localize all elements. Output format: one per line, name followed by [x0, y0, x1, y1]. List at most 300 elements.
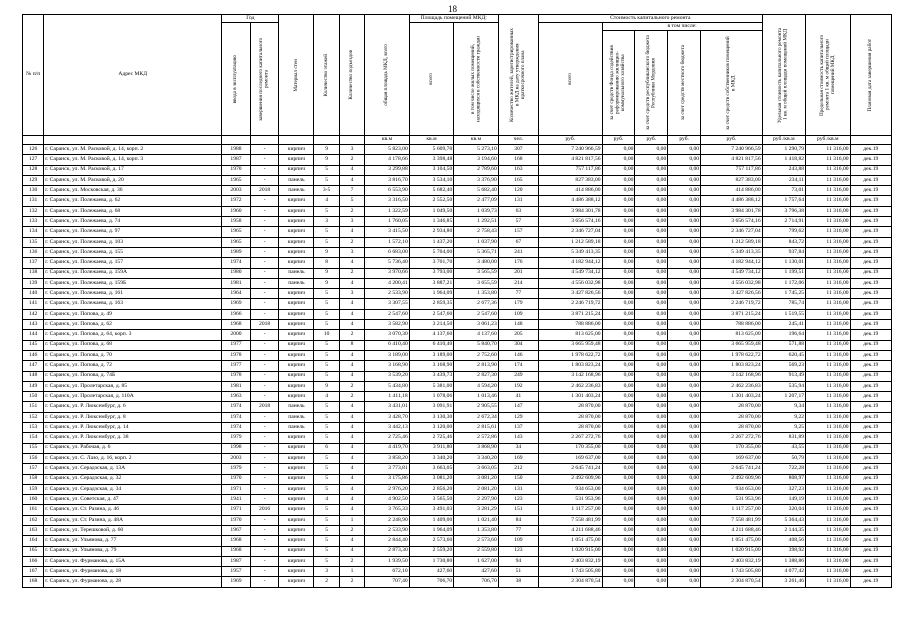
cell-max-cost: 11 316,00 — [806, 299, 851, 309]
cell-cost-local: 0,00 — [668, 505, 701, 515]
cell-cost-owners: 2 645 741,24 — [701, 464, 763, 474]
cell-material: панель — [279, 278, 314, 288]
cell-cost-local: 0,00 — [668, 392, 701, 402]
cell-residents: 165 — [498, 175, 538, 185]
cell-entrances: 2 — [339, 525, 364, 535]
cell-plan-date: дек.19 — [850, 165, 891, 175]
cell-year-commission: 2003 — [222, 186, 251, 196]
cell-max-cost: 11 316,00 — [806, 145, 851, 155]
cell-year-commission: 1974 — [222, 258, 251, 268]
cell-entrances: 7 — [339, 186, 364, 196]
cell-cost-fund: 0,00 — [602, 495, 635, 505]
cell-cost-total: 28 870,00 — [539, 412, 603, 422]
cell-entrances: 4 — [339, 505, 364, 515]
col-material — [279, 15, 314, 136]
cell-max-cost: 11 316,00 — [806, 289, 851, 299]
cell-area-citizens: 1 021,40 — [454, 515, 499, 525]
cell-cost-republic: 0,00 — [635, 320, 668, 330]
cell-cost-owners: 169 637,00 — [701, 453, 763, 463]
cell-cost-owners: 4 182 944,12 — [701, 258, 763, 268]
cell-plan-date: дек.19 — [850, 206, 891, 216]
cell-cost-owners: 2 492 609,96 — [701, 474, 763, 484]
cell-max-cost: 11 316,00 — [806, 402, 851, 412]
cell-material: кирпич — [279, 556, 314, 566]
cell-area-all: 3 534,10 — [409, 175, 454, 185]
cell-area-total: 3 307,55 — [365, 299, 410, 309]
cell-cost-fund: 0,00 — [602, 474, 635, 484]
cell-residents: 174 — [498, 361, 538, 371]
cell-cost-republic: 0,00 — [635, 577, 668, 587]
cell-plan-date: дек.19 — [850, 330, 891, 340]
cell-year-repair: - — [250, 145, 279, 155]
cell-cost-owners: 414 886,00 — [701, 186, 763, 196]
cell-cost-fund: 0,00 — [602, 433, 635, 443]
cell-cost-total: 813 625,00 — [539, 330, 603, 340]
cell-unit-cost: 937,84 — [762, 247, 805, 257]
table-row — [23, 340, 892, 350]
cell-plan-date: дек.19 — [850, 443, 891, 453]
cell-cost-total: 4 182 944,12 — [539, 258, 603, 268]
cell-entrances: 1 — [339, 515, 364, 525]
cell-floors: 5 — [314, 484, 339, 494]
cell-unit-cost: 9,34 — [762, 402, 805, 412]
cell-residents: 109 — [498, 309, 538, 319]
cell-plan-date: дек.19 — [850, 268, 891, 278]
cell-cost-fund: 0,00 — [602, 577, 635, 587]
cell-floors: 5 — [314, 515, 339, 525]
cell-year-repair: - — [250, 525, 279, 535]
col-area-all-label: всего — [427, 73, 434, 85]
cell-year-repair: - — [250, 433, 279, 443]
cell-year-repair: - — [250, 361, 279, 371]
cell-area-citizens: 2 827,30 — [454, 371, 499, 381]
cell-year-commission: 2003 — [222, 453, 251, 463]
cell-num: 166 — [23, 556, 44, 566]
cell-residents: 157 — [498, 227, 538, 237]
cell-entrances: 2 — [339, 392, 364, 402]
cell-area-total: 2 533,90 — [365, 289, 410, 299]
cell-num: 145 — [23, 340, 44, 350]
cell-material: кирпич — [279, 484, 314, 494]
cell-cost-owners: 1 117 257,00 — [701, 505, 763, 515]
cell-max-cost: 11 316,00 — [806, 217, 851, 227]
cell-unit-cost: 535,94 — [762, 381, 805, 391]
cell-unit-cost: 2 144,35 — [762, 525, 805, 535]
col-area-citizens — [454, 23, 499, 136]
cell-area-total: 1 760,05 — [365, 217, 410, 227]
table-row — [23, 289, 892, 299]
cell-area-citizens: 5 840,70 — [454, 340, 499, 350]
cell-cost-owners: 1 743 505,80 — [701, 567, 763, 577]
table-row — [23, 412, 892, 422]
table-row — [23, 484, 892, 494]
cell-material: кирпич — [279, 217, 314, 227]
cell-cost-local: 0,00 — [668, 515, 701, 525]
cell-cost-local: 0,00 — [668, 340, 701, 350]
cell-cost-local: 0,00 — [668, 412, 701, 422]
col-unit-cost — [762, 15, 805, 136]
cell-cost-total: 3 427 826,56 — [539, 289, 603, 299]
cell-plan-date: дек.19 — [850, 525, 891, 535]
cell-year-commission: 1987 — [222, 556, 251, 566]
cell-address: г. Саранск, ул. Полежаева, д. 163 — [44, 299, 222, 309]
cell-cost-owners: 4 556 032,98 — [701, 278, 763, 288]
cell-floors: 5 — [314, 340, 339, 350]
cell-num: 160 — [23, 495, 44, 505]
cell-floors: 3 — [314, 567, 339, 577]
cell-max-cost: 11 316,00 — [806, 196, 851, 206]
cell-unit-cost: 408,56 — [762, 536, 805, 546]
cell-year-commission: 1974 — [222, 423, 251, 433]
cell-area-citizens: 3 061,23 — [454, 320, 499, 330]
col-year-repair — [250, 23, 279, 136]
cell-num: 137 — [23, 258, 44, 268]
cell-residents: 84 — [498, 515, 538, 525]
cell-floors: 5 — [314, 412, 339, 422]
cell-area-all: 2 859,35 — [409, 299, 454, 309]
cell-entrances: 3 — [339, 145, 364, 155]
cell-area-citizens: 3 281,29 — [454, 505, 499, 515]
cell-address: г. Саранск, ул. Попова, д. 64, корп. 3 — [44, 330, 222, 340]
cell-residents: 67 — [498, 237, 538, 247]
cell-residents: 304 — [498, 340, 538, 350]
cell-cost-local: 0,00 — [668, 402, 701, 412]
cell-address: г. Саранск, ул. Полежаева, д. 159А — [44, 268, 222, 278]
cell-residents: 57 — [498, 217, 538, 227]
cell-area-citizens: 3 655,59 — [454, 278, 499, 288]
cell-address: г. Саранск, ул. Р. Люксембург, д. 38 — [44, 433, 222, 443]
unit-cell: кв.м — [454, 136, 499, 145]
cell-unit-cost: 1 388,86 — [762, 556, 805, 566]
cell-floors: 4 — [314, 495, 339, 505]
cell-material: кирпич — [279, 546, 314, 556]
cell-material: кирпич — [279, 361, 314, 371]
cell-material: кирпич — [279, 247, 314, 257]
cell-cost-republic: 0,00 — [635, 402, 668, 412]
cell-max-cost: 11 316,00 — [806, 320, 851, 330]
cell-unit-cost: 1 172,06 — [762, 278, 805, 288]
cell-unit-cost: 722,28 — [762, 464, 805, 474]
cell-plan-date: дек.19 — [850, 258, 891, 268]
col-cost-local — [668, 31, 701, 136]
cell-area-citizens: 2 081,20 — [454, 484, 499, 494]
cell-num: 162 — [23, 515, 44, 525]
cell-residents: 77 — [498, 289, 538, 299]
cell-year-repair: - — [250, 484, 279, 494]
table-row — [23, 268, 892, 278]
cell-area-citizens: 3 480,00 — [454, 258, 499, 268]
cell-area-total: 2 547,60 — [365, 309, 410, 319]
cell-unit-cost: 73,01 — [762, 186, 805, 196]
cell-entrances: 4 — [339, 258, 364, 268]
cell-cost-total: 1 212 589,18 — [539, 237, 603, 247]
cell-unit-cost: 149,19 — [762, 495, 805, 505]
cell-area-total: 3 428,70 — [365, 412, 410, 422]
cell-cost-republic: 0,00 — [635, 206, 668, 216]
cell-max-cost: 11 316,00 — [806, 423, 851, 433]
table-row — [23, 381, 892, 391]
cell-year-repair: 2018 — [250, 320, 279, 330]
cell-year-repair: - — [250, 196, 279, 206]
cell-num: 164 — [23, 536, 44, 546]
cell-num: 130 — [23, 186, 44, 196]
col-year-repair-label: завершения последнего капитального ремонта — [258, 37, 270, 121]
cell-max-cost: 11 316,00 — [806, 433, 851, 443]
cell-material: кирпич — [279, 453, 314, 463]
cell-cost-republic: 0,00 — [635, 165, 668, 175]
cell-area-citizens: 2 672,34 — [454, 412, 499, 422]
cell-unit-cost: 785,74 — [762, 299, 805, 309]
cell-plan-date: дек.19 — [850, 278, 891, 288]
cell-area-all: 3 081,20 — [409, 474, 454, 484]
cell-max-cost: 11 316,00 — [806, 350, 851, 360]
col-cost-local-label: за счет средств местного бюджета — [680, 45, 687, 121]
cell-residents: 123 — [498, 546, 538, 556]
cell-residents: 131 — [498, 484, 538, 494]
cell-year-commission: 1974 — [222, 412, 251, 422]
unit-cell: руб. — [668, 136, 701, 145]
cell-area-total: 1 572,10 — [365, 237, 410, 247]
cell-entrances: 4 — [339, 350, 364, 360]
cell-material: кирпич — [279, 145, 314, 155]
cell-area-citizens: 2 297,90 — [454, 495, 499, 505]
cell-material: кирпич — [279, 165, 314, 175]
cell-num: 157 — [23, 464, 44, 474]
cell-cost-owners: 1 301 403,24 — [701, 392, 763, 402]
cell-residents: 51 — [498, 567, 538, 577]
cell-cost-local: 0,00 — [668, 423, 701, 433]
cell-cost-republic: 0,00 — [635, 299, 668, 309]
cell-cost-republic: 0,00 — [635, 237, 668, 247]
cell-area-total: 3 189,00 — [365, 350, 410, 360]
cell-area-all: 1 437,20 — [409, 237, 454, 247]
cell-area-all: 3 887,21 — [409, 278, 454, 288]
cell-area-total: 1 939,50 — [365, 556, 410, 566]
col-floors-label: Количество этажей — [322, 53, 329, 97]
cell-entrances: 4 — [339, 227, 364, 237]
cell-floors: 5 — [314, 536, 339, 546]
cell-entrances: 4 — [339, 546, 364, 556]
cell-year-commission: 1965 — [222, 227, 251, 237]
cell-cost-local: 0,00 — [668, 371, 701, 381]
cell-area-citizens: 3 868,90 — [454, 443, 499, 453]
cell-unit-cost: 569,23 — [762, 361, 805, 371]
cell-cost-fund: 0,00 — [602, 392, 635, 402]
cell-unit-cost: 50,79 — [762, 453, 805, 463]
cell-year-commission: 1941 — [222, 495, 251, 505]
cell-year-repair: - — [250, 289, 279, 299]
cell-residents: 123 — [498, 495, 538, 505]
col-unit-cost-label: Удельная стоимость капитального ремонта 1 кв. м общей площади помещений МКД — [777, 27, 789, 123]
cell-max-cost: 11 316,00 — [806, 258, 851, 268]
cell-max-cost: 11 316,00 — [806, 464, 851, 474]
cell-cost-total: 1 020 915,00 — [539, 546, 603, 556]
cell-entrances: 4 — [339, 299, 364, 309]
cell-floors: 5 — [314, 361, 339, 371]
cell-year-repair: - — [250, 546, 279, 556]
cell-area-citizens: 2 547,60 — [454, 309, 499, 319]
cell-cost-republic: 0,00 — [635, 309, 668, 319]
cell-cost-republic: 0,00 — [635, 381, 668, 391]
cell-address: г. Саранск, ул. Р. Люксембург, д. 6 — [44, 402, 222, 412]
table-row — [23, 330, 892, 340]
cell-cost-total: 3 984 301,78 — [539, 206, 603, 216]
cell-num: 146 — [23, 350, 44, 360]
cell-plan-date: дек.19 — [850, 536, 891, 546]
cell-cost-total: 3 871 215,24 — [539, 309, 603, 319]
cell-area-citizens: 2 815,61 — [454, 423, 499, 433]
cell-unit-cost: 234,11 — [762, 175, 805, 185]
col-plan-date — [850, 15, 891, 136]
cell-floors: 5 — [314, 556, 339, 566]
cell-cost-fund: 0,00 — [602, 186, 635, 196]
cell-residents: 241 — [498, 247, 538, 257]
cell-num: 126 — [23, 145, 44, 155]
cell-year-commission: 1977 — [222, 361, 251, 371]
cell-area-total: 3 816,70 — [365, 175, 410, 185]
cell-max-cost: 11 316,00 — [806, 155, 851, 165]
cell-address: г. Саранск, ул. Попова, д. 62 — [44, 320, 222, 330]
cell-year-commission: 1966 — [222, 309, 251, 319]
cell-unit-cost: 2 714,91 — [762, 217, 805, 227]
cell-cost-fund: 0,00 — [602, 320, 635, 330]
cell-max-cost: 11 316,00 — [806, 556, 851, 566]
cell-address: г. Саранск, ул. Пролетарская, д. 110А — [44, 392, 222, 402]
cell-area-citizens: 2 813,90 — [454, 361, 499, 371]
cell-area-citizens: 427,60 — [454, 567, 499, 577]
cell-entrances: 4 — [339, 309, 364, 319]
cell-area-citizens: 5 273,10 — [454, 145, 499, 155]
cell-year-repair: 2018 — [250, 186, 279, 196]
cell-area-all: 3 120,00 — [409, 423, 454, 433]
cell-cost-owners: 7 558 481,99 — [701, 515, 763, 525]
cell-floors: 9 — [314, 381, 339, 391]
unit-cell: чел. — [498, 136, 538, 145]
cell-plan-date: дек.19 — [850, 402, 891, 412]
cell-cost-total: 7 240 966,59 — [539, 145, 603, 155]
table-row — [23, 423, 892, 433]
cell-cost-fund: 0,00 — [602, 206, 635, 216]
cell-floors: 8 — [314, 258, 339, 268]
cell-residents: 38 — [498, 577, 538, 587]
cell-num: 167 — [23, 567, 44, 577]
table-row — [23, 227, 892, 237]
cell-num: 148 — [23, 371, 44, 381]
cell-unit-cost: 1 745,25 — [762, 289, 805, 299]
cell-cost-local: 0,00 — [668, 217, 701, 227]
cell-entrances: 2 — [339, 556, 364, 566]
cell-floors: 5 — [314, 453, 339, 463]
cell-max-cost: 11 316,00 — [806, 206, 851, 216]
cell-address: г. Саранск, ул. Полежаева, д. 97 — [44, 227, 222, 237]
cell-num: 153 — [23, 423, 44, 433]
cell-unit-cost: 398,92 — [762, 546, 805, 556]
unit-cell: руб. — [635, 136, 668, 145]
table-row — [23, 536, 892, 546]
cell-cost-fund: 0,00 — [602, 237, 635, 247]
cell-plan-date: дек.19 — [850, 340, 891, 350]
cell-address: г. Саранск, ул. Московская, д. 36 — [44, 186, 222, 196]
cell-year-commission: 1968 — [222, 536, 251, 546]
unit-cell: руб./кв.м — [762, 136, 805, 145]
cell-area-total: 5 823,00 — [365, 145, 410, 155]
cell-residents: 146 — [498, 350, 538, 360]
table-row — [23, 278, 892, 288]
cell-entrances: 4 — [339, 175, 364, 185]
cell-area-total: 707,40 — [365, 577, 410, 587]
cell-cost-fund: 0,00 — [602, 145, 635, 155]
cell-plan-date: дек.19 — [850, 556, 891, 566]
col-floors — [314, 15, 339, 136]
cell-max-cost: 11 316,00 — [806, 175, 851, 185]
cell-cost-fund: 0,00 — [602, 299, 635, 309]
cell-entrances: 4 — [339, 320, 364, 330]
table-row — [23, 474, 892, 484]
col-max-cost — [806, 15, 851, 136]
cell-num: 154 — [23, 433, 44, 443]
cell-cost-total: 28 870,00 — [539, 402, 603, 412]
cell-floors: 5 — [314, 309, 339, 319]
cell-cost-owners: 5 349 413,35 — [701, 247, 763, 257]
cell-cost-owners: 2 462 236,83 — [701, 381, 763, 391]
cell-cost-local: 0,00 — [668, 474, 701, 484]
table-row — [23, 155, 892, 165]
cell-max-cost: 11 316,00 — [806, 484, 851, 494]
cell-unit-cost: 1 519,55 — [762, 309, 805, 319]
cell-area-all: 2 934,80 — [409, 227, 454, 237]
cell-area-all: 2 573,60 — [409, 536, 454, 546]
cell-entrances: 4 — [339, 278, 364, 288]
cell-entrances: 4 — [339, 433, 364, 443]
cell-cost-fund: 0,00 — [602, 464, 635, 474]
cell-year-repair: - — [250, 206, 279, 216]
col-plan-date-label: Плановая дата завершения работ — [867, 38, 874, 112]
cell-plan-date: дек.19 — [850, 412, 891, 422]
cell-year-repair: - — [250, 443, 279, 453]
cell-cost-owners: 1 051 475,00 — [701, 536, 763, 546]
cell-year-repair: - — [250, 278, 279, 288]
cell-plan-date: дек.19 — [850, 453, 891, 463]
table-row — [23, 196, 892, 206]
cell-area-all: 5 682,40 — [409, 186, 454, 196]
cell-cost-republic: 0,00 — [635, 268, 668, 278]
cell-address: г. Саранск, ул. Р. Люксембург, д. 8 — [44, 412, 222, 422]
cell-year-repair: - — [250, 268, 279, 278]
cell-cost-total: 1 117 257,00 — [539, 505, 603, 515]
cell-year-commission: 1971 — [222, 484, 251, 494]
cell-cost-owners: 4 486 388,12 — [701, 196, 763, 206]
cell-max-cost: 11 316,00 — [806, 381, 851, 391]
cell-residents: 131 — [498, 196, 538, 206]
cell-max-cost: 11 316,00 — [806, 505, 851, 515]
cell-cost-owners: 28 870,00 — [701, 412, 763, 422]
cell-area-all: 2 547,60 — [409, 309, 454, 319]
cell-cost-fund: 0,00 — [602, 546, 635, 556]
cell-area-all: 3 168,90 — [409, 361, 454, 371]
cell-area-citizens: 1 013,46 — [454, 392, 499, 402]
cell-year-commission: 1969 — [222, 577, 251, 587]
cell-max-cost: 11 316,00 — [806, 237, 851, 247]
cell-unit-cost: 1 199,51 — [762, 268, 805, 278]
cell-area-total: 6 410,40 — [365, 340, 410, 350]
cell-year-commission: 1965 — [222, 237, 251, 247]
col-max-cost-label: Предельная стоимость капитального ремонта 1 кв. м общей площади помещений МКД — [818, 34, 836, 116]
cell-cost-owners: 788 886,00 — [701, 320, 763, 330]
cell-cost-owners: 4 211 688,46 — [701, 525, 763, 535]
col-area-group: Площадь помещений МКД: — [409, 15, 498, 23]
cell-num: 156 — [23, 453, 44, 463]
cell-year-repair: - — [250, 309, 279, 319]
